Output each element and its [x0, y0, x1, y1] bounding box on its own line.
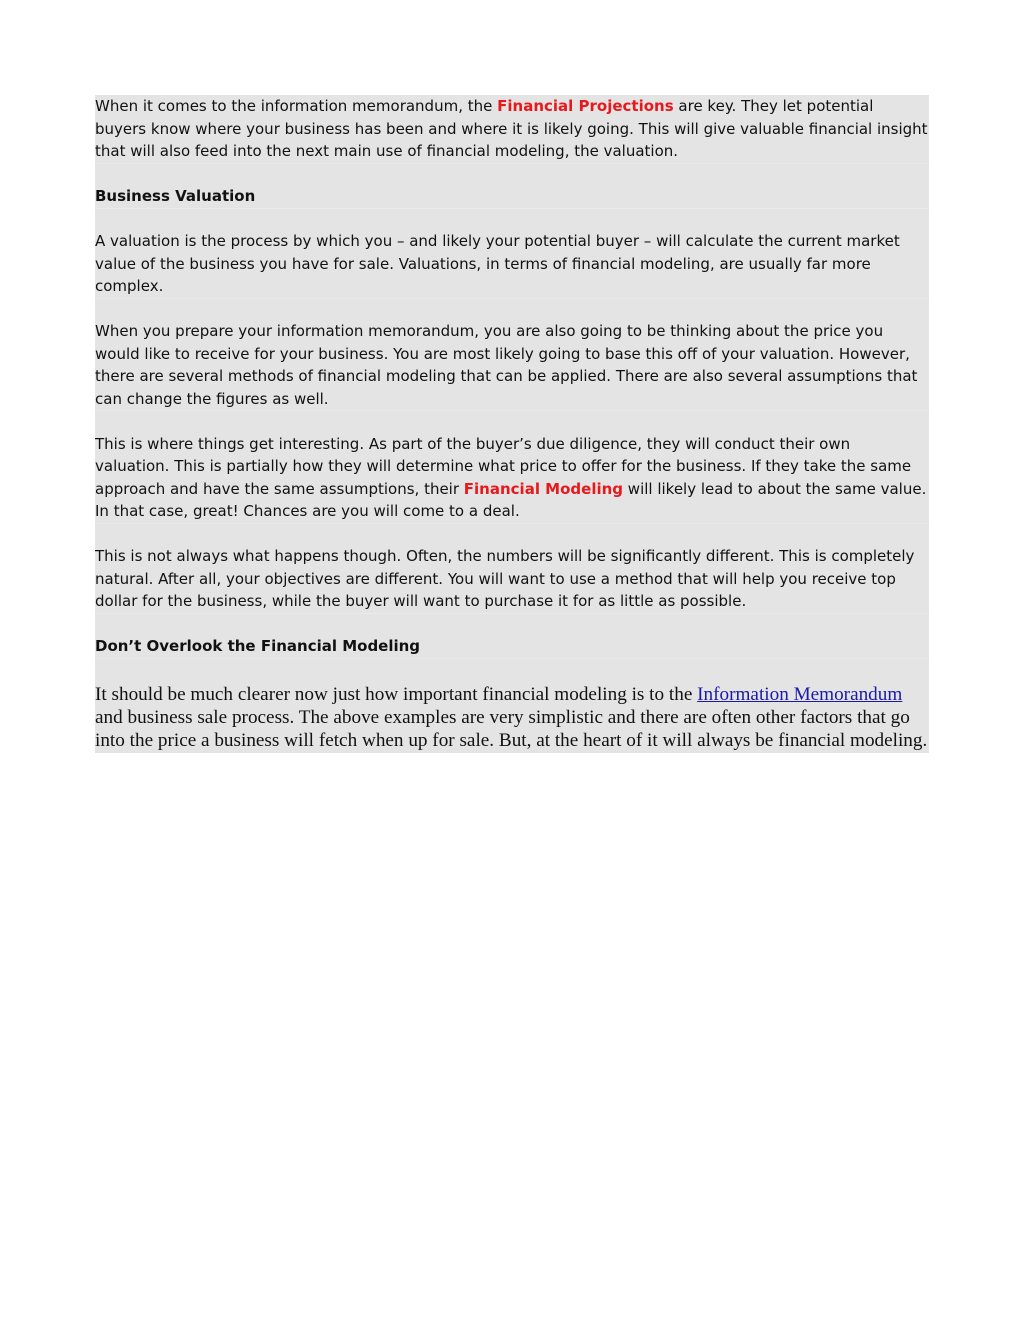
paragraph-different-numbers: This is not always what happens though. Often, the numbers will be significantly different. This is completely natural. After all, your objectives are different. You will want to use a method that will help you receive top dollar for the business, while the buyer will want to purchase it for as little as possible.: [95, 547, 915, 610]
paragraph-text: and business sale process. The above examples are very simplistic and there are often other factors that go into the price a business will fetch when up for sale. But, at the heart of it will always be financial modeling.: [95, 707, 928, 751]
paragraph-spacer: [95, 410, 929, 433]
paragraph-spacer: [95, 523, 929, 546]
paragraph-conclusion: [95, 680, 929, 753]
paragraph-spacer: [95, 613, 929, 636]
paragraph-spacer: [95, 658, 929, 681]
paragraph-spacer: [95, 163, 929, 186]
heading-business-valuation: Business Valuation: [95, 187, 256, 205]
paragraph-financial-projections: [95, 95, 929, 163]
paragraph-price-expectations: When you prepare your information memorandum, you are also going to be thinking about the price you would like to receive for your business. You are most likely going to base this off of your valuation. However, there are several methods of financial modeling that can be applied. There are also several assumptions that can change the figures as well.: [95, 322, 918, 408]
heading-dont-overlook: Don’t Overlook the Financial Modeling: [95, 637, 421, 655]
paragraph-text: When it comes to the information memorandum, the: [95, 97, 498, 115]
paragraph-text: It should be much clearer now just how important financial modeling is to the: [95, 684, 698, 705]
financial-projections-highlight: Financial Projections: [497, 97, 674, 115]
paragraph-text: are key. They let potential buyers know where your business has been and where it is likely going. This will give valuable financial insight that will also feed into the next main use of financial modeling, the valuation.: [95, 97, 928, 160]
document-body: [95, 95, 929, 753]
paragraph-spacer: [95, 208, 929, 231]
paragraph-buyer-due-diligence: [95, 433, 929, 523]
information-memorandum-link[interactable]: Information Memorandum: [697, 684, 903, 705]
financial-modeling-highlight: Financial Modeling: [463, 479, 624, 498]
paragraph-valuation-definition: A valuation is the process by which you – and likely your potential buyer – will calculate the current market value of the business you have for sale. Valuations, in terms of financial modeling, are usually far more complex.: [95, 232, 900, 295]
paragraph-spacer: [95, 298, 929, 321]
paragraph-text: This is where things get interesting. As part of the buyer’s due diligence, they will conduct their own valuation. This is partially how they will determine what price to offer for the business. If they take the same approach and have the same assumptions, their: [95, 434, 912, 498]
paragraph-text: will likely lead to about the same value. In that case, great! Chances are you will come to a deal.: [95, 479, 927, 520]
